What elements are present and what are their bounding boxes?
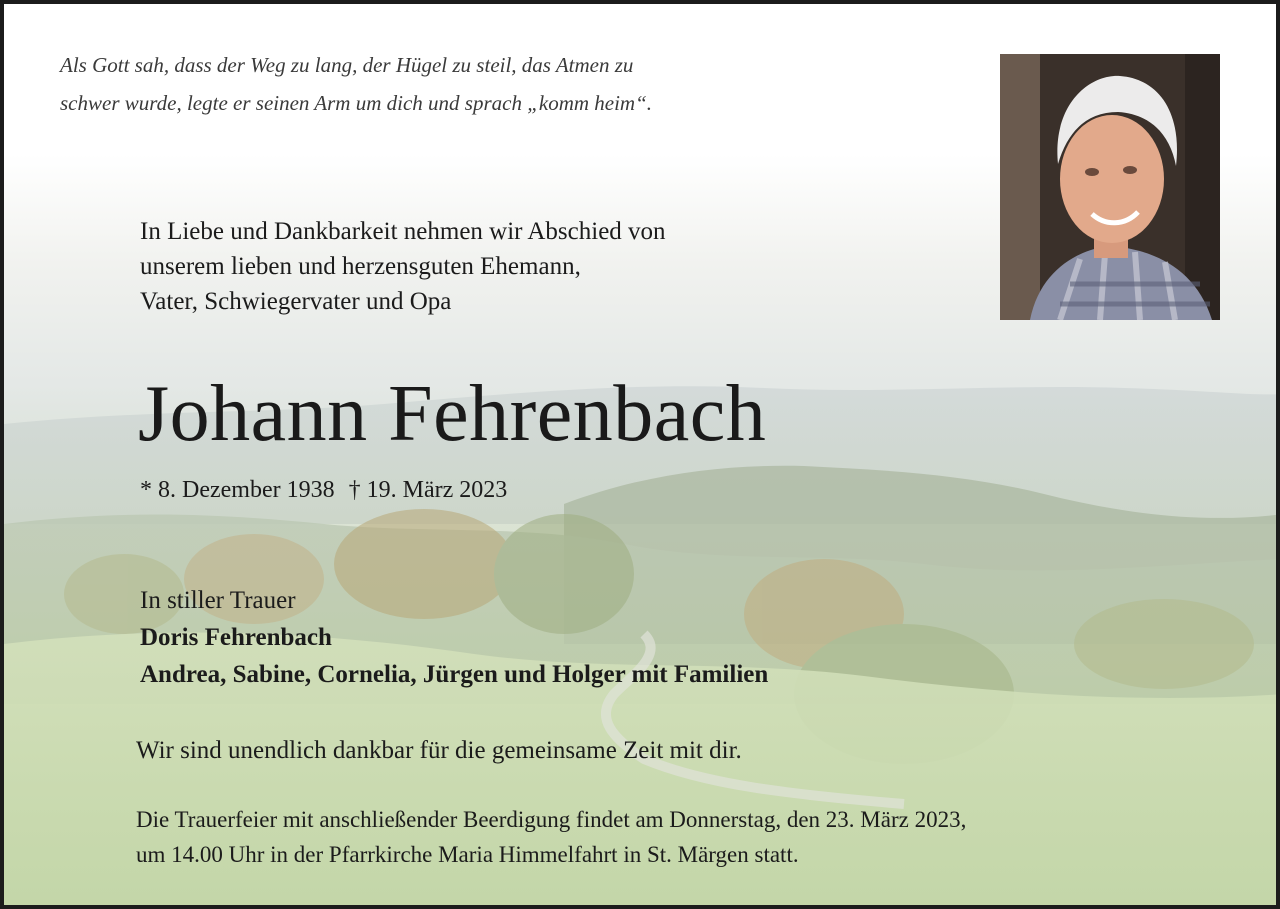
intro-line: unserem lieben und herzensguten Ehemann, [140,253,581,280]
death-date: † 19. März 2023 [348,477,508,503]
family-names: Andrea, Sabine, Cornelia, Jürgen und Holger mit Familien [140,661,769,688]
mourners-heading: In stiller Trauer [140,587,296,614]
mourners-block [140,582,768,693]
deceased-name: Johann Fehrenbach [138,370,767,458]
portrait-photo [1000,54,1220,320]
quote-text [60,46,652,122]
service-line: um 14.00 Uhr in der Pfarrkirche Maria Himmelfahrt in St. Märgen statt. [136,842,799,867]
spouse-name: Doris Fehrenbach [140,624,332,651]
quote-line: schwer wurde, legte er seinen Arm um dich und sprach „komm heim“. [60,91,653,115]
life-dates [140,474,507,506]
thanks-text: Wir sind unendlich dankbar für die gemeinsame Zeit mit dir. [136,737,742,764]
quote-line: Als Gott sah, dass der Weg zu lang, der Hügel zu steil, das Atmen zu [60,53,634,77]
service-info [136,802,966,872]
service-line: Die Trauerfeier mit anschließender Beerdigung findet am Donnerstag, den 23. März 2023, [136,807,967,832]
birth-date: * 8. Dezember 1938 [140,477,335,503]
intro-line: Vater, Schwiegervater und Opa [140,288,452,315]
intro-text [140,214,666,319]
intro-line: In Liebe und Dankbarkeit nehmen wir Abschied von [140,218,666,245]
